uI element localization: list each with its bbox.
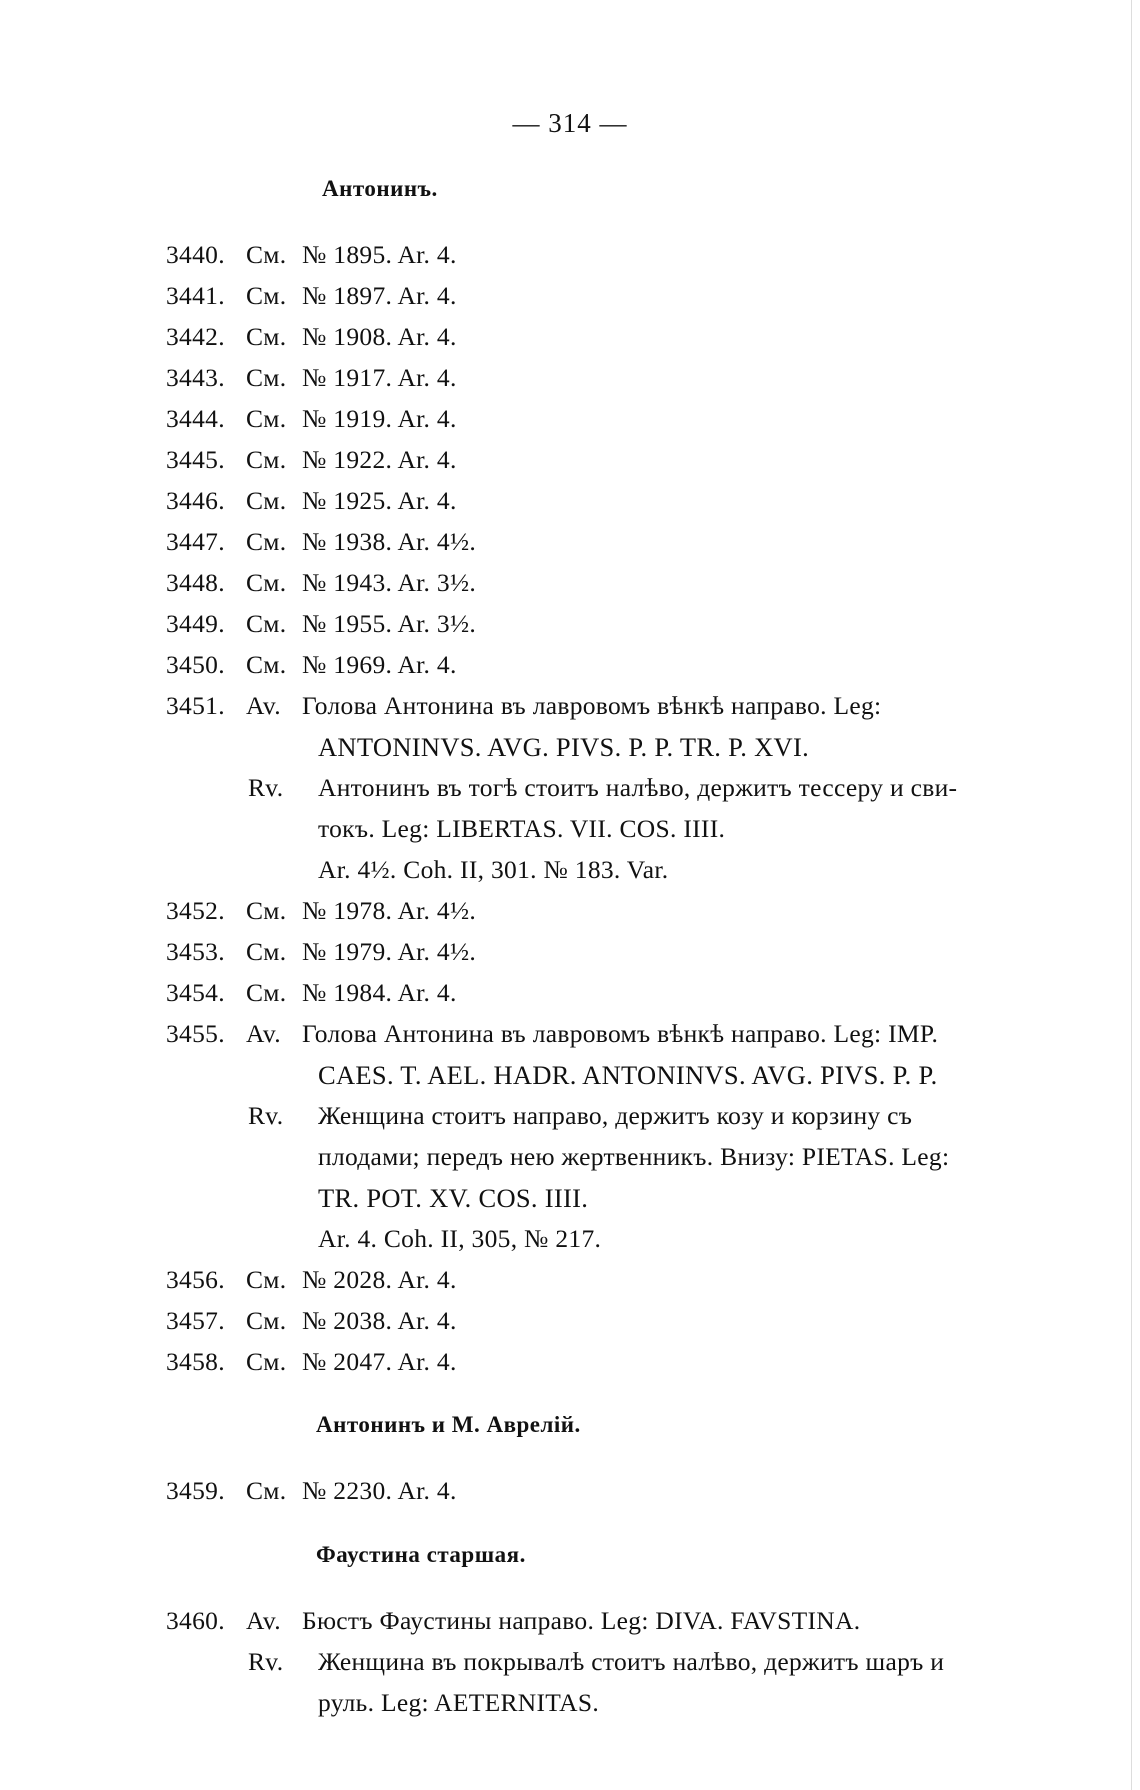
entry-description: № 1969. Ar. 4. [302,650,457,679]
reverse-line [248,1101,912,1131]
entry-description: № 1922. Ar. 4. [302,445,457,474]
entry-label: См. [246,527,287,556]
entry-number: 3454. [166,978,225,1007]
entry-number: 3444. [166,404,225,433]
entry-description: № 2028. Ar. 4. [302,1265,457,1294]
entry-label: См. [246,363,287,392]
entry-label: См. [246,650,287,679]
entry-label: См. [246,1476,287,1505]
entry-number: 3452. [166,896,225,925]
entry-description: № 2230. Ar. 4. [302,1476,457,1505]
entry-label: См. [246,281,287,310]
entry-line [166,1019,938,1049]
entry-number: 3460. [166,1606,225,1635]
page-edge-line [1131,0,1132,1790]
entry-line [166,1265,457,1295]
entry-line [166,445,457,475]
entry-number: 3457. [166,1306,225,1335]
entry-label: См. [246,1265,287,1294]
reverse-continuation: руль. Leg: AETERNITAS. [318,1688,600,1717]
entry-line [166,978,457,1008]
section-title-antoninus-marcus-aurelius: Антонинъ и М. Аврелій. [316,1412,581,1437]
entry-description: № 2038. Ar. 4. [302,1306,457,1335]
reference-line: Ar. 4. Coh. II, 305, № 217. [318,1224,602,1253]
page-number: — 314 — [512,108,628,138]
entry-label: См. [246,1347,287,1376]
reverse-continuation: токъ. Leg: LIBERTAS. VII. COS. IIII. [318,814,726,843]
reverse-label: Rv. [248,1647,284,1676]
entry-number: 3443. [166,363,225,392]
legend-continuation: ANTONINVS. AVG. PIVS. P. P. TR. P. XVI. [318,732,810,762]
entry-description: Голова Антонина въ лавровомъ вѣнкѣ направо. Leg: IMP. [302,1019,939,1048]
entry-line [166,486,457,516]
entry-label: Av. [246,1606,281,1635]
entry-number: 3440. [166,240,225,269]
reverse-description: Женщина стоитъ направо, держитъ козу и корзину съ [318,1101,913,1130]
entry-number: 3458. [166,1347,225,1376]
entry-description: № 1925. Ar. 4. [302,486,457,515]
reverse-line [248,773,957,803]
entry-description: № 1943. Ar. 3½. [302,568,477,597]
reverse-label: Rv. [248,1101,284,1130]
entry-line [166,691,881,721]
entry-description: № 1919. Ar. 4. [302,404,457,433]
entry-label: См. [246,609,287,638]
entry-label: Av. [246,1019,281,1048]
section-title-faustina-elder: Фаустина старшая. [316,1542,526,1567]
entry-line [166,650,457,680]
entry-number: 3449. [166,609,225,638]
entry-line [166,1606,860,1636]
entry-number: 3455. [166,1019,225,1048]
entry-number: 3447. [166,527,225,556]
entry-label: См. [246,1306,287,1335]
entry-line [166,240,457,270]
entry-number: 3459. [166,1476,225,1505]
entry-number: 3442. [166,322,225,351]
entry-line [166,1476,457,1506]
entry-number: 3445. [166,445,225,474]
entry-label: См. [246,486,287,515]
entry-description: № 1978. Ar. 4½. [302,896,477,925]
entry-description: № 1908. Ar. 4. [302,322,457,351]
entry-label: См. [246,896,287,925]
entry-line [166,568,476,598]
entry-label: См. [246,240,287,269]
entry-description: Голова Антонина въ лавровомъ вѣнкѣ направо. Leg: [302,691,882,720]
entry-line [166,1306,457,1336]
entry-line [166,527,476,557]
entry-line [166,1347,457,1377]
entry-description: № 1955. Ar. 3½. [302,609,477,638]
entry-label: См. [246,322,287,351]
entry-line [166,937,476,967]
legend-continuation: TR. POT. XV. COS. IIII. [318,1183,589,1213]
entry-label: См. [246,568,287,597]
reverse-line [248,1647,944,1677]
entry-number: 3451. [166,691,225,720]
entry-line [166,404,457,434]
entry-description: № 1984. Ar. 4. [302,978,457,1007]
reverse-description: Женщина въ покрывалѣ стоитъ налѣво, держитъ шаръ и [318,1647,945,1676]
reverse-description: Антонинъ въ тогѣ стоитъ налѣво, держитъ тессеру и сви- [318,773,958,802]
entry-number: 3453. [166,937,225,966]
entry-label: См. [246,445,287,474]
reverse-continuation: плодами; передъ нею жертвенникъ. Внизу: PIETAS. Leg: [318,1142,950,1171]
entry-line [166,609,476,639]
entry-label: См. [246,404,287,433]
entry-number: 3450. [166,650,225,679]
entry-number: 3448. [166,568,225,597]
entry-label: Av. [246,691,281,720]
entry-description: № 1897. Ar. 4. [302,281,457,310]
entry-description: Бюстъ Фаустины направо. Leg: DIVA. FAVSTINA. [302,1606,861,1635]
legend-continuation: CAES. T. AEL. HADR. ANTONINVS. AVG. PIVS. P. P. [318,1060,938,1090]
entry-description: № 1938. Ar. 4½. [302,527,477,556]
entry-line [166,322,457,352]
entry-line [166,281,457,311]
reference-line: Ar. 4½. Coh. II, 301. № 183. Var. [318,855,669,884]
entry-description: № 1917. Ar. 4. [302,363,457,392]
entry-number: 3441. [166,281,225,310]
entry-description: № 2047. Ar. 4. [302,1347,457,1376]
section-title-antoninus: Антонинъ. [322,176,438,201]
entry-label: См. [246,978,287,1007]
entry-number: 3456. [166,1265,225,1294]
entry-description: № 1979. Ar. 4½. [302,937,477,966]
entry-line [166,363,457,393]
entry-number: 3446. [166,486,225,515]
entry-label: См. [246,937,287,966]
reverse-label: Rv. [248,773,284,802]
entry-description: № 1895. Ar. 4. [302,240,457,269]
entry-line [166,896,476,926]
